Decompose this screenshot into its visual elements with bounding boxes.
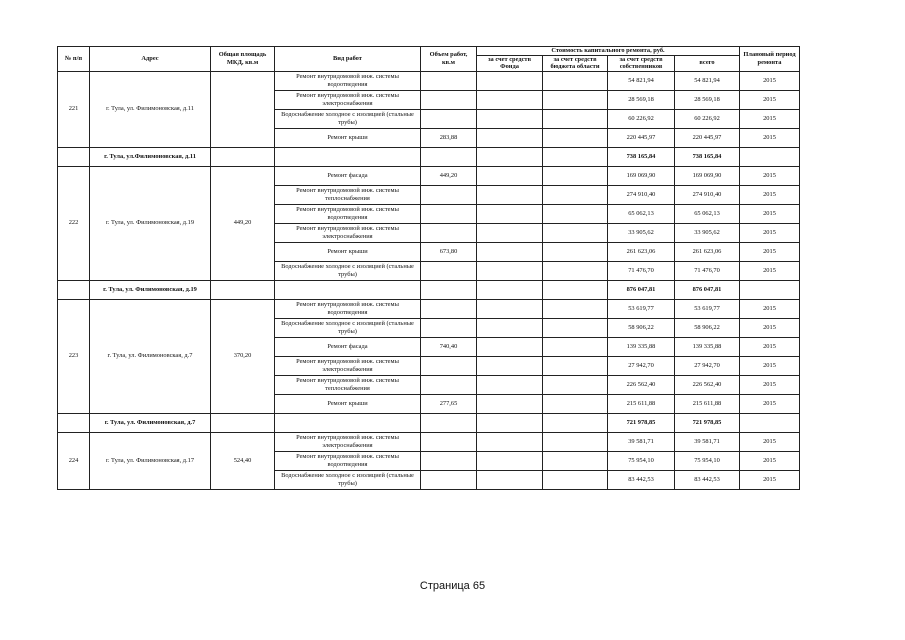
period-cell: 2015 [740, 223, 800, 242]
volume-cell [421, 261, 477, 280]
table-body [58, 71, 800, 489]
fund-cell [477, 299, 543, 318]
subtotal-fund-cell [477, 413, 543, 432]
budget-cell [543, 356, 608, 375]
subtotal-owners-cost: 876 047,81 [608, 280, 675, 299]
subtotal-fund-cell [477, 280, 543, 299]
fund-cell [477, 204, 543, 223]
owners-cost-cell: 261 623,06 [608, 242, 675, 261]
row-number: 222 [58, 166, 90, 280]
volume-cell: 277,65 [421, 394, 477, 413]
period-cell: 2015 [740, 432, 800, 451]
subtotal-work-cell [275, 147, 421, 166]
budget-cell [543, 204, 608, 223]
fund-cell [477, 470, 543, 489]
owners-cost-cell: 54 821,94 [608, 71, 675, 90]
address-cell: г. Тула, ул. Филимоновская, д.17 [90, 432, 211, 489]
budget-cell [543, 109, 608, 128]
budget-cell [543, 261, 608, 280]
owners-cost-cell: 39 581,71 [608, 432, 675, 451]
fund-cell [477, 185, 543, 204]
owners-cost-cell: 83 442,53 [608, 470, 675, 489]
period-cell: 2015 [740, 242, 800, 261]
subtotal-budget-cell [543, 413, 608, 432]
volume-cell: 740,40 [421, 337, 477, 356]
subtotal-period-cell [740, 147, 800, 166]
period-cell: 2015 [740, 71, 800, 90]
subtotal-address: г. Тула, ул. Филимоновская, д.7 [90, 413, 211, 432]
work-type-cell: Ремонт внутридомовой инж. системы водоотведения [275, 299, 421, 318]
area-cell: 370,20 [211, 299, 275, 413]
table-row [58, 166, 800, 185]
total-cost-cell: 220 445,97 [675, 128, 740, 147]
owners-cost-cell: 274 910,40 [608, 185, 675, 204]
address-cell: г. Тула, ул. Филимоновская, д.7 [90, 299, 211, 413]
volume-cell [421, 356, 477, 375]
owners-cost-cell: 220 445,97 [608, 128, 675, 147]
period-cell: 2015 [740, 128, 800, 147]
volume-cell [421, 71, 477, 90]
row-number: 221 [58, 71, 90, 147]
fund-cell [477, 109, 543, 128]
subtotal-volume-cell [421, 147, 477, 166]
owners-cost-cell: 65 062,13 [608, 204, 675, 223]
total-cost-cell: 39 581,71 [675, 432, 740, 451]
header-owners: за счет средств собственников [608, 55, 675, 71]
subtotal-row [58, 147, 800, 166]
header-cost-group: Стоимость капитального ремонта, руб. [477, 47, 740, 56]
fund-cell [477, 71, 543, 90]
subtotal-num-cell [58, 147, 90, 166]
fund-cell [477, 223, 543, 242]
subtotal-budget-cell [543, 280, 608, 299]
fund-cell [477, 356, 543, 375]
repair-plan-table [57, 46, 800, 490]
fund-cell [477, 166, 543, 185]
fund-cell [477, 394, 543, 413]
total-cost-cell: 261 623,06 [675, 242, 740, 261]
header-fund: за счет средств Фонда [477, 55, 543, 71]
work-type-cell: Ремонт внутридомовой инж. системы водоотведения [275, 71, 421, 90]
volume-cell [421, 432, 477, 451]
header-address: Адрес [90, 47, 211, 72]
total-cost-cell: 226 562,40 [675, 375, 740, 394]
fund-cell [477, 432, 543, 451]
work-type-cell: Ремонт внутридомовой инж. системы теплоснабжения [275, 375, 421, 394]
header-period: Плановый период ремонта [740, 47, 800, 72]
volume-cell: 283,88 [421, 128, 477, 147]
total-cost-cell: 169 069,90 [675, 166, 740, 185]
period-cell: 2015 [740, 451, 800, 470]
volume-cell: 673,80 [421, 242, 477, 261]
work-type-cell: Ремонт фасада [275, 337, 421, 356]
work-type-cell: Ремонт фасада [275, 166, 421, 185]
volume-cell [421, 90, 477, 109]
budget-cell [543, 470, 608, 489]
owners-cost-cell: 169 069,90 [608, 166, 675, 185]
subtotal-owners-cost: 721 978,85 [608, 413, 675, 432]
budget-cell [543, 299, 608, 318]
address-cell: г. Тула, ул. Филимоновская, д.19 [90, 166, 211, 280]
owners-cost-cell: 75 954,10 [608, 451, 675, 470]
area-cell: 524,40 [211, 432, 275, 489]
owners-cost-cell: 139 335,88 [608, 337, 675, 356]
owners-cost-cell: 28 569,18 [608, 90, 675, 109]
period-cell: 2015 [740, 109, 800, 128]
fund-cell [477, 242, 543, 261]
budget-cell [543, 128, 608, 147]
total-cost-cell: 215 611,88 [675, 394, 740, 413]
area-cell [211, 71, 275, 147]
work-type-cell: Водоснабжение холодное с изоляцией (стальные трубы) [275, 470, 421, 489]
period-cell: 2015 [740, 470, 800, 489]
work-type-cell: Водоснабжение холодное с изоляцией (стальные трубы) [275, 109, 421, 128]
period-cell: 2015 [740, 394, 800, 413]
period-cell: 2015 [740, 337, 800, 356]
work-type-cell: Водоснабжение холодное с изоляцией (стальные трубы) [275, 318, 421, 337]
fund-cell [477, 451, 543, 470]
owners-cost-cell: 226 562,40 [608, 375, 675, 394]
subtotal-area-cell [211, 280, 275, 299]
header-num: № п/п [58, 47, 90, 72]
volume-cell [421, 470, 477, 489]
budget-cell [543, 451, 608, 470]
fund-cell [477, 128, 543, 147]
volume-cell: 449,20 [421, 166, 477, 185]
subtotal-row [58, 280, 800, 299]
owners-cost-cell: 215 611,88 [608, 394, 675, 413]
total-cost-cell: 58 906,22 [675, 318, 740, 337]
owners-cost-cell: 58 906,22 [608, 318, 675, 337]
subtotal-work-cell [275, 280, 421, 299]
budget-cell [543, 432, 608, 451]
period-cell: 2015 [740, 90, 800, 109]
budget-cell [543, 375, 608, 394]
fund-cell [477, 318, 543, 337]
budget-cell [543, 71, 608, 90]
budget-cell [543, 318, 608, 337]
subtotal-total-cost: 738 165,84 [675, 147, 740, 166]
work-type-cell: Ремонт крыши [275, 242, 421, 261]
subtotal-work-cell [275, 413, 421, 432]
total-cost-cell: 53 619,77 [675, 299, 740, 318]
total-cost-cell: 65 062,13 [675, 204, 740, 223]
total-cost-cell: 33 905,62 [675, 223, 740, 242]
work-type-cell: Водоснабжение холодное с изоляцией (стальные трубы) [275, 261, 421, 280]
volume-cell [421, 204, 477, 223]
total-cost-cell: 139 335,88 [675, 337, 740, 356]
total-cost-cell: 75 954,10 [675, 451, 740, 470]
header-area: Общая площадь МКД, кв.м [211, 47, 275, 72]
period-cell: 2015 [740, 299, 800, 318]
budget-cell [543, 166, 608, 185]
period-cell: 2015 [740, 185, 800, 204]
period-cell: 2015 [740, 356, 800, 375]
area-cell: 449,20 [211, 166, 275, 280]
total-cost-cell: 28 569,18 [675, 90, 740, 109]
subtotal-area-cell [211, 147, 275, 166]
header-total: всего [675, 55, 740, 71]
subtotal-budget-cell [543, 147, 608, 166]
table-row [58, 432, 800, 451]
volume-cell [421, 109, 477, 128]
total-cost-cell: 27 942,70 [675, 356, 740, 375]
total-cost-cell: 83 442,53 [675, 470, 740, 489]
volume-cell [421, 299, 477, 318]
subtotal-row [58, 413, 800, 432]
budget-cell [543, 185, 608, 204]
period-cell: 2015 [740, 375, 800, 394]
owners-cost-cell: 60 226,92 [608, 109, 675, 128]
volume-cell [421, 375, 477, 394]
subtotal-period-cell [740, 413, 800, 432]
owners-cost-cell: 27 942,70 [608, 356, 675, 375]
work-type-cell: Ремонт внутридомовой инж. системы водоотведения [275, 451, 421, 470]
work-type-cell: Ремонт внутридомовой инж. системы электроснабжения [275, 90, 421, 109]
volume-cell [421, 318, 477, 337]
address-cell: г. Тула, ул. Филимоновская, д.11 [90, 71, 211, 147]
table-row [58, 299, 800, 318]
work-type-cell: Ремонт крыши [275, 128, 421, 147]
total-cost-cell: 71 476,70 [675, 261, 740, 280]
work-type-cell: Ремонт крыши [275, 394, 421, 413]
subtotal-fund-cell [477, 147, 543, 166]
subtotal-owners-cost: 738 165,84 [608, 147, 675, 166]
row-number: 223 [58, 299, 90, 413]
owners-cost-cell: 53 619,77 [608, 299, 675, 318]
total-cost-cell: 274 910,40 [675, 185, 740, 204]
subtotal-address: г. Тула, ул. Филимоновская, д.19 [90, 280, 211, 299]
total-cost-cell: 54 821,94 [675, 71, 740, 90]
work-type-cell: Ремонт внутридомовой инж. системы теплоснабжения [275, 185, 421, 204]
work-type-cell: Ремонт внутридомовой инж. системы электроснабжения [275, 356, 421, 375]
total-cost-cell: 60 226,92 [675, 109, 740, 128]
table-row [58, 71, 800, 90]
period-cell: 2015 [740, 166, 800, 185]
volume-cell [421, 185, 477, 204]
period-cell: 2015 [740, 204, 800, 223]
subtotal-area-cell [211, 413, 275, 432]
row-number: 224 [58, 432, 90, 489]
volume-cell [421, 451, 477, 470]
work-type-cell: Ремонт внутридомовой инж. системы электроснабжения [275, 432, 421, 451]
subtotal-total-cost: 721 978,85 [675, 413, 740, 432]
budget-cell [543, 337, 608, 356]
header-budget: за счет средств бюджета области [543, 55, 608, 71]
budget-cell [543, 242, 608, 261]
fund-cell [477, 375, 543, 394]
work-type-cell: Ремонт внутридомовой инж. системы водоотведения [275, 204, 421, 223]
subtotal-address: г. Тула, ул.Филимоновская, д.11 [90, 147, 211, 166]
subtotal-volume-cell [421, 413, 477, 432]
budget-cell [543, 223, 608, 242]
subtotal-volume-cell [421, 280, 477, 299]
page-number: Страница 65 [419, 580, 486, 592]
fund-cell [477, 90, 543, 109]
volume-cell [421, 223, 477, 242]
header-volume: Объем работ, кв.м [421, 47, 477, 72]
budget-cell [543, 90, 608, 109]
subtotal-num-cell [58, 413, 90, 432]
subtotal-total-cost: 876 047,81 [675, 280, 740, 299]
owners-cost-cell: 71 476,70 [608, 261, 675, 280]
subtotal-period-cell [740, 280, 800, 299]
budget-cell [543, 394, 608, 413]
period-cell: 2015 [740, 261, 800, 280]
fund-cell [477, 337, 543, 356]
owners-cost-cell: 33 905,62 [608, 223, 675, 242]
header-work-type: Вид работ [275, 47, 421, 72]
work-type-cell: Ремонт внутридомовой инж. системы электроснабжения [275, 223, 421, 242]
period-cell: 2015 [740, 318, 800, 337]
fund-cell [477, 261, 543, 280]
subtotal-num-cell [58, 280, 90, 299]
